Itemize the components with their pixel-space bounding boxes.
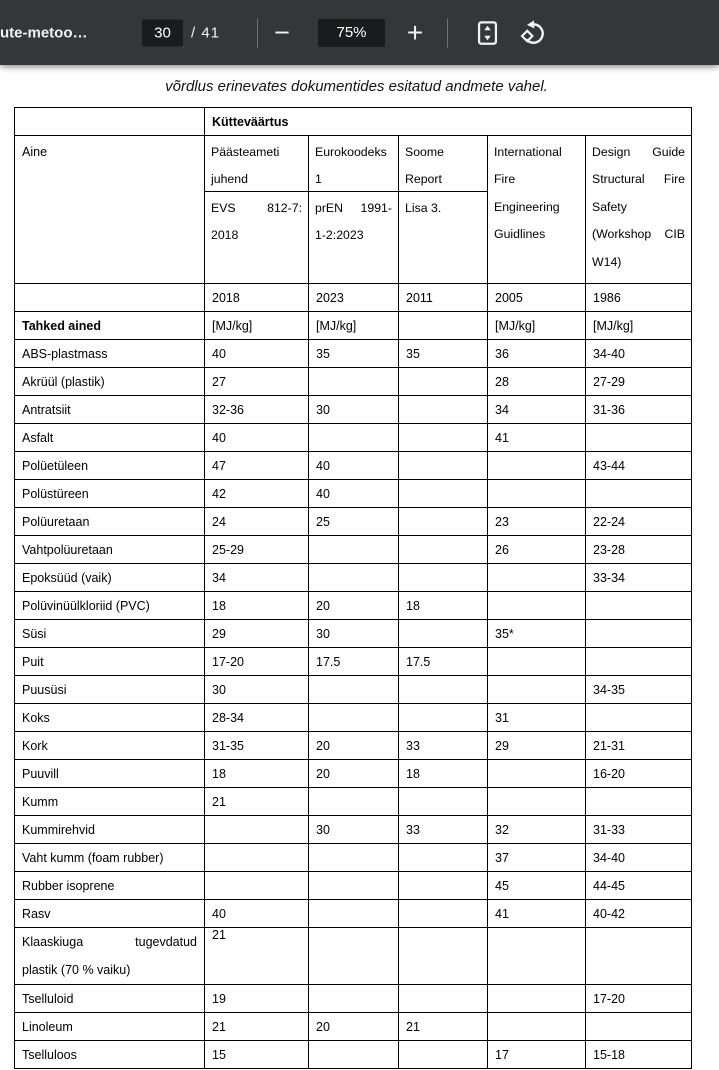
cell-value: 25-29 [205, 536, 309, 564]
cell-value [586, 1013, 692, 1041]
cell-source-header [399, 136, 488, 284]
table-row-sources [15, 136, 692, 284]
source-code: prEN 1991-1‑2:2023 [315, 201, 392, 243]
zoom-out-button[interactable] [266, 17, 298, 48]
source-code: EVS 812-7: 2018 [211, 201, 302, 243]
cell-value: 15-18 [586, 1041, 692, 1069]
cell-value [488, 676, 586, 704]
cell-year: 2023 [309, 284, 399, 312]
cell-substance: Tselluloid [15, 985, 205, 1013]
cell-source-header [586, 136, 692, 284]
cell-value: 40-42 [586, 900, 692, 928]
table-row [15, 985, 692, 1013]
cell-value: 37 [488, 844, 586, 872]
cell-substance: Rubber isoprene [15, 872, 205, 900]
aine-header: Aine [15, 136, 205, 284]
data-table [14, 107, 692, 1069]
table-row [15, 396, 692, 424]
table-row [15, 564, 692, 592]
cell-value: 28-34 [205, 704, 309, 732]
cell-value: 32-36 [205, 396, 309, 424]
cell-value [488, 788, 586, 816]
cell-value [399, 480, 488, 508]
cell-value [309, 1041, 399, 1069]
substance-line: plastik (70 % vaiku) [22, 963, 131, 977]
cell-value: 23-28 [586, 536, 692, 564]
cell-substance: Vahtpolüuretaan [15, 536, 205, 564]
cell-value [586, 648, 692, 676]
cell-value: 25 [309, 508, 399, 536]
cell-year: 1986 [586, 284, 692, 312]
cell-value [488, 1013, 586, 1041]
cell-value: 42 [205, 480, 309, 508]
cell-value [586, 592, 692, 620]
cell-value: 34-40 [586, 844, 692, 872]
cell-value [399, 872, 488, 900]
cell-value: 34-35 [586, 676, 692, 704]
cell-value: 33 [399, 816, 488, 844]
cell-value: 29 [205, 620, 309, 648]
cell-value: 35 [399, 340, 488, 368]
cell-value: 30 [205, 676, 309, 704]
cell-value: 24 [205, 508, 309, 536]
zoom-in-button[interactable] [398, 17, 432, 49]
page-separator: / [191, 24, 197, 41]
cell-value [399, 508, 488, 536]
page-count-label [191, 24, 220, 41]
table-row [15, 704, 692, 732]
cell-value: 33-34 [586, 564, 692, 592]
table-row-years [15, 284, 692, 312]
kuttevaartus-header: Kütteväärtus [205, 108, 692, 136]
cell-substance: Rasv [15, 900, 205, 928]
cell-value [309, 676, 399, 704]
cell-value [309, 872, 399, 900]
cell-substance: Polüvinüülkloriid (PVC) [15, 592, 205, 620]
cell-value: 41 [488, 900, 586, 928]
cell-value [205, 844, 309, 872]
cell-value: 30 [309, 620, 399, 648]
cell-substance [15, 928, 205, 985]
cell-value [586, 620, 692, 648]
cell-substance: Puuvill [15, 760, 205, 788]
table-row [15, 872, 692, 900]
table-row [15, 620, 692, 648]
page-caption: võrdlus erinevates dokumentides esitatud andmete vahel. [165, 78, 548, 95]
cell-value [309, 788, 399, 816]
cell-substance: ABS-plastmass [15, 340, 205, 368]
cell-value [488, 985, 586, 1013]
cell-value: 32 [488, 816, 586, 844]
cell-value: 44-45 [586, 872, 692, 900]
cell-unit: [MJ/kg] [205, 312, 309, 340]
cell-value: 31-33 [586, 816, 692, 844]
cell-value: 19 [205, 985, 309, 1013]
table-row [15, 592, 692, 620]
cell-value [586, 480, 692, 508]
table-row [15, 368, 692, 396]
source-name: Soome Report [399, 136, 487, 192]
cell-value: 18 [399, 760, 488, 788]
cell-value [399, 676, 488, 704]
cell-substance: Kummirehvid [15, 816, 205, 844]
cell-source-header [309, 136, 399, 284]
source-code: Lisa 3. [405, 201, 442, 215]
source-name: Päästeameti juhend [205, 136, 308, 192]
cell-value: 21 [205, 928, 309, 985]
cell-value: 33 [399, 732, 488, 760]
table-row [15, 732, 692, 760]
cell-value [586, 928, 692, 985]
table-row [15, 536, 692, 564]
cell-value: 21 [205, 1013, 309, 1041]
cell-value [586, 424, 692, 452]
cell-year: 2018 [205, 284, 309, 312]
page-number-input[interactable]: 30 [142, 19, 183, 46]
fit-to-page-button[interactable] [471, 19, 503, 46]
table-row [15, 480, 692, 508]
cell-value: 34-40 [586, 340, 692, 368]
source-header-content [488, 136, 585, 274]
source-name: Design Guide Structural Fire Safety (Workshop CIB W14) [592, 145, 686, 269]
cell-value [309, 564, 399, 592]
cell-value: 18 [399, 592, 488, 620]
cell-value [488, 928, 586, 985]
toolbar-divider [447, 18, 448, 47]
table-row-kuttevaartus [15, 108, 692, 136]
table-row [15, 1013, 692, 1041]
source-name: Eurokoodeks 1 [309, 136, 398, 192]
source-header-content [399, 136, 487, 274]
cell-value: 22-24 [586, 508, 692, 536]
cell-value [488, 480, 586, 508]
cell-substance: Polüetüleen [15, 452, 205, 480]
cell-value [399, 368, 488, 396]
cell-unit: [MJ/kg] [586, 312, 692, 340]
cell-value [399, 788, 488, 816]
cell-value [399, 1041, 488, 1069]
cell-unit: [MJ/kg] [488, 312, 586, 340]
cell-value: 17.5 [309, 648, 399, 676]
table-row [15, 1041, 692, 1069]
cell-value [309, 844, 399, 872]
cell-value: 16-20 [586, 760, 692, 788]
cell-value: 34 [488, 396, 586, 424]
cell-value: 40 [205, 900, 309, 928]
cell-substance: Epoksüüd (vaik) [15, 564, 205, 592]
cell-value: 34 [205, 564, 309, 592]
cell-value [309, 928, 399, 985]
cell-substance: Kork [15, 732, 205, 760]
source-header-content [586, 136, 691, 274]
cell-value [399, 564, 488, 592]
cell-value: 35* [488, 620, 586, 648]
cell-substance: Asfalt [15, 424, 205, 452]
cell-value [586, 704, 692, 732]
cell-value: 31 [488, 704, 586, 732]
cell-value: 29 [488, 732, 586, 760]
cell-corner [15, 108, 205, 136]
cell-value: 40 [309, 452, 399, 480]
cell-value: 21 [205, 788, 309, 816]
cell-substance: Linoleum [15, 1013, 205, 1041]
table-row [15, 816, 692, 844]
cell-substance: Tselluloos [15, 1041, 205, 1069]
cell-value [399, 424, 488, 452]
table-row [15, 788, 692, 816]
cell-value [399, 900, 488, 928]
cell-substance: Antratsiit [15, 396, 205, 424]
source-name: International Fire Engineering Guidlines [494, 145, 562, 242]
cell-value: 27 [205, 368, 309, 396]
table-row [15, 424, 692, 452]
plus-icon: + [406, 16, 424, 48]
cell-value [309, 368, 399, 396]
cell-value: 26 [488, 536, 586, 564]
cell-value: 20 [309, 592, 399, 620]
cell-value: 31-36 [586, 396, 692, 424]
cell-value [586, 788, 692, 816]
zoom-level-input[interactable]: 75% [318, 19, 385, 47]
table-row [15, 676, 692, 704]
cell-substance: Polüstüreen [15, 480, 205, 508]
cell-value [399, 928, 488, 985]
cell-value [309, 424, 399, 452]
cell-substance: Akrüül (plastik) [15, 368, 205, 396]
cell-value [488, 760, 586, 788]
cell-unit: [MJ/kg] [309, 312, 399, 340]
cell-value [488, 648, 586, 676]
source-header-content [309, 136, 398, 274]
cell-unit [399, 312, 488, 340]
cell-value: 17-20 [205, 648, 309, 676]
cell-value: 27-29 [586, 368, 692, 396]
cell-value [309, 900, 399, 928]
cell-substance: Polüuretaan [15, 508, 205, 536]
cell-substance: Koks [15, 704, 205, 732]
cell-value: 45 [488, 872, 586, 900]
cell-value [399, 620, 488, 648]
fit-to-page-icon [474, 19, 501, 46]
cell-value: 17 [488, 1041, 586, 1069]
cell-substance: Vaht kumm (foam rubber) [15, 844, 205, 872]
cell-empty [15, 284, 205, 312]
cell-value [399, 396, 488, 424]
cell-value: 28 [488, 368, 586, 396]
table-row [15, 900, 692, 928]
table-row [15, 452, 692, 480]
section-label: Tahked ained [15, 312, 205, 340]
cell-value: 31-35 [205, 732, 309, 760]
cell-value: 20 [309, 732, 399, 760]
cell-value: 17-20 [586, 985, 692, 1013]
substance-line: Klaaskiuga tugevdatud [22, 935, 197, 949]
cell-value: 30 [309, 396, 399, 424]
cell-value: 41 [488, 424, 586, 452]
cell-value [205, 816, 309, 844]
cell-value [399, 844, 488, 872]
cell-value: 43-44 [586, 452, 692, 480]
cell-value: 20 [309, 760, 399, 788]
pdf-toolbar [0, 0, 719, 65]
table-row-units [15, 312, 692, 340]
table-row [15, 760, 692, 788]
cell-source-header [488, 136, 586, 284]
minus-icon: − [274, 17, 290, 47]
cell-substance: Puit [15, 648, 205, 676]
cell-value: 40 [309, 480, 399, 508]
cell-value [488, 564, 586, 592]
document-title: ute-metoo… [0, 24, 88, 41]
rotate-counterclockwise-icon [519, 18, 548, 47]
cell-value: 30 [309, 816, 399, 844]
table-row [15, 648, 692, 676]
source-header-content [205, 136, 308, 274]
cell-value [399, 452, 488, 480]
toolbar-divider [257, 18, 258, 47]
cell-value: 23 [488, 508, 586, 536]
cell-value [488, 592, 586, 620]
cell-value: 18 [205, 760, 309, 788]
cell-value [399, 704, 488, 732]
cell-value: 18 [205, 592, 309, 620]
table-row [15, 508, 692, 536]
cell-value: 21-31 [586, 732, 692, 760]
table-row [15, 928, 692, 985]
cell-substance: Puusüsi [15, 676, 205, 704]
pdf-page [0, 65, 719, 1070]
rotate-counterclockwise-button[interactable] [516, 18, 550, 47]
cell-value: 36 [488, 340, 586, 368]
cell-substance: Kumm [15, 788, 205, 816]
table-row [15, 340, 692, 368]
cell-value: 20 [309, 1013, 399, 1041]
cell-substance: Süsi [15, 620, 205, 648]
cell-year: 2011 [399, 284, 488, 312]
cell-value [205, 872, 309, 900]
table-wrap [14, 107, 692, 1069]
cell-value: 17.5 [399, 648, 488, 676]
cell-value: 40 [205, 340, 309, 368]
cell-value [309, 985, 399, 1013]
cell-value [309, 704, 399, 732]
cell-value [309, 536, 399, 564]
table-row [15, 844, 692, 872]
cell-value [399, 536, 488, 564]
cell-source-header [205, 136, 309, 284]
cell-value: 35 [309, 340, 399, 368]
cell-year: 2005 [488, 284, 586, 312]
cell-value: 47 [205, 452, 309, 480]
cell-value [488, 452, 586, 480]
cell-value: 21 [399, 1013, 488, 1041]
page-total: 41 [201, 24, 221, 41]
cell-value: 15 [205, 1041, 309, 1069]
cell-value [399, 985, 488, 1013]
cell-value: 40 [205, 424, 309, 452]
